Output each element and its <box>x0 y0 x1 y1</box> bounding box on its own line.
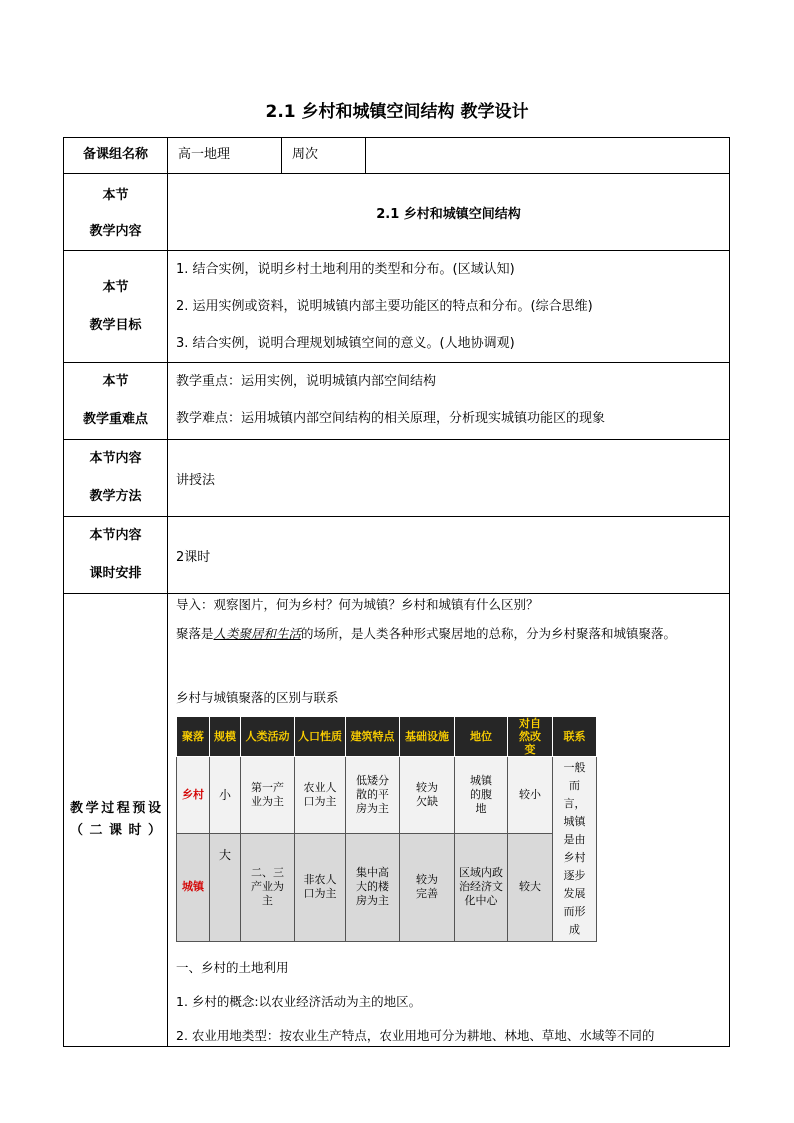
schedule-value: 2课时 <box>168 517 730 594</box>
rural-cell: 城镇的腹地 <box>455 757 508 834</box>
keypoints-value <box>168 363 730 440</box>
urban-cell: 二、三产业为主 <box>241 833 295 941</box>
urban-name: 城镇 <box>177 833 210 941</box>
rural-cell: 小 <box>210 757 241 834</box>
keypoints-label <box>64 363 168 440</box>
week-value <box>366 138 730 174</box>
urban-cell: 较为完善 <box>400 833 455 941</box>
compare-header: 地位 <box>455 717 508 757</box>
content-label-line2: 教学内容 <box>89 224 142 239</box>
definition-text <box>176 624 721 644</box>
compare-header: 对自然改变 <box>508 717 553 757</box>
goals-label <box>64 251 168 363</box>
urban-row <box>177 833 597 941</box>
schedule-row <box>64 517 730 594</box>
rural-cell: 较小 <box>508 757 553 834</box>
week-label: 周次 <box>282 138 366 174</box>
urban-cell: 较大 <box>508 833 553 941</box>
process-row <box>64 594 730 1047</box>
content-label-line1: 本节 <box>102 188 129 203</box>
group-label: 备课组名称 <box>64 138 168 174</box>
process-label: 教学过程预设（二课时） <box>64 594 168 1047</box>
intro-text: 导入：观察图片，何为乡村？何为城镇？乡村和城镇有什么区别？ <box>176 597 539 612</box>
definition-prefix: 聚落是 <box>176 626 214 641</box>
group-value: 高一地理 <box>168 138 282 174</box>
rural-cell: 低矮分散的平房为主 <box>346 757 400 834</box>
goals-label-line2: 教学目标 <box>89 317 142 333</box>
goals-label-line1: 本节 <box>102 279 129 295</box>
content-value: 2.1 乡村和城镇空间结构 <box>168 174 730 251</box>
point-item: 1. 乡村的概念:以农业经济活动为主的地区。 <box>176 994 422 1009</box>
content-row <box>64 174 730 251</box>
urban-cell: 集中高大的楼房为主 <box>346 833 400 941</box>
lesson-plan-table <box>63 137 730 1047</box>
compare-header: 规模 <box>210 717 241 757</box>
page-title: 2.1 乡村和城镇空间结构 教学设计 <box>265 102 529 122</box>
goal-item: 3. 结合实例，说明合理规划城镇空间的意义。(人地协调观) <box>176 336 515 351</box>
goal-item: 2. 运用实例或资料，说明城镇内部主要功能区的特点和分布。(综合思维) <box>176 299 593 314</box>
settlement-compare-table <box>176 716 597 942</box>
method-value: 讲授法 <box>168 440 730 517</box>
schedule-label-line2: 课时安排 <box>89 566 142 581</box>
process-content <box>168 594 730 1047</box>
compare-header: 基础设施 <box>400 717 455 757</box>
rural-cell: 较为欠缺 <box>400 757 455 834</box>
urban-cell: 区域内政治经济文化中心 <box>455 833 508 941</box>
relation-cell: 一般而言，城镇是由乡村逐步发展而形成 <box>553 757 597 942</box>
content-label <box>64 174 168 251</box>
urban-cell: 非农人口为主 <box>295 833 346 941</box>
goal-item: 1. 结合实例，说明乡村土地利用的类型和分布。(区域认知) <box>176 262 515 277</box>
definition-suffix: 的场所，是人类各种形式聚居地的总称，分为乡村聚落和城镇聚落。 <box>301 626 677 641</box>
schedule-label-line1: 本节内容 <box>89 528 142 543</box>
method-label <box>64 440 168 517</box>
schedule-label <box>64 517 168 594</box>
compare-header: 人类活动 <box>241 717 295 757</box>
goals-list <box>168 251 730 363</box>
urban-cell: 大 <box>210 833 241 941</box>
rural-name: 乡村 <box>177 757 210 834</box>
rural-cell: 农业人口为主 <box>295 757 346 834</box>
rural-cell: 第一产业为主 <box>241 757 295 834</box>
compare-header: 建筑特点 <box>346 717 400 757</box>
rural-row <box>177 757 597 834</box>
point-item: 2. 农业用地类型：按农业生产特点，农业用地可分为耕地、林地、草地、水域等不同的 <box>176 1028 655 1043</box>
keypoints-label-line1: 本节 <box>102 374 129 389</box>
definition-emphasis: 人类聚居和生活 <box>213 626 302 641</box>
compare-header: 联系 <box>553 717 597 757</box>
method-row <box>64 440 730 517</box>
goals-row <box>64 251 730 363</box>
keypoints-row <box>64 363 730 440</box>
compare-header: 人口性质 <box>295 717 346 757</box>
keypoints-label-line2: 教学重难点 <box>82 412 148 427</box>
header-row <box>64 138 730 174</box>
method-label-line1: 本节内容 <box>89 451 142 466</box>
difficulty-text: 教学难点：运用城镇内部空间结构的相关原理，分析现实城镇功能区的现象 <box>176 411 606 426</box>
method-label-line2: 教学方法 <box>89 489 142 504</box>
compare-header-row <box>177 717 597 757</box>
section-heading: 一、乡村的土地利用 <box>176 960 289 975</box>
focus-text: 教学重点：运用实例，说明城镇内部空间结构 <box>176 374 437 389</box>
compare-title: 乡村与城镇聚落的区别与联系 <box>176 690 339 705</box>
compare-header: 聚落 <box>177 717 210 757</box>
